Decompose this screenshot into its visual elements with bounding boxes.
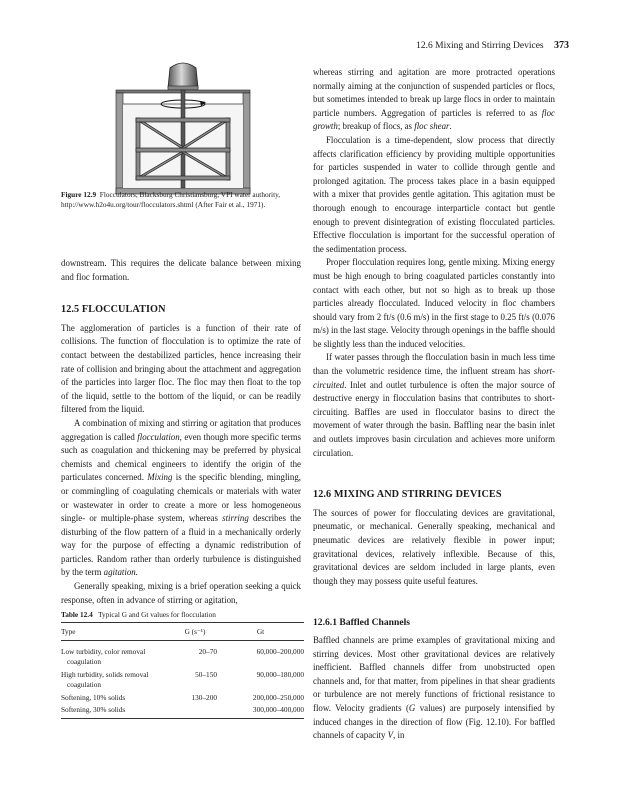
right-paragraph-5: The sources of power for flocculating devices are gravitational, pneumatic, or mechanical. Generally speaking, mechanical and pneumatic devices are relatively flexible in power input; gravitational devices, relatively inflexible. Because of this, gravitational devices are seldom included in large plants, even though they may possess quite useful features. [313, 507, 555, 586]
motor-icon [168, 63, 198, 88]
flocculator-figure [88, 60, 278, 245]
left-paragraph-2: The agglomeration of particles is a function of their rate of collisions. The function of flocculation is to optimize the rate of contact between the destabilized particles, hence increasing their rate of collision and bringing about the attachment and aggregation of the particles into larger floc. The floc may then float to the top of the liquid, settle to the bottom of the liquid, or can be readily filtered from the liquid. [61, 322, 301, 415]
figure-label: Figure 12.9 [61, 190, 97, 199]
table-title: Typical G and Gt values for flocculation [98, 610, 216, 619]
right-paragraph-4: If water passes through the flocculation basin in much less time than the volumetric residence time, the influent stream has short-circuited. Inlet and outlet turbulence is often the major source of destructive energy in flocculation basins that contributes to short-circuiting. Baffles are used in flocculator basins to direct the movement of water through the basin. Baffling near the basin inlet and outlets improves basin circulation and achieves more uniform circulation. [313, 352, 555, 458]
left-column [61, 257, 301, 607]
right-column [313, 66, 555, 743]
left-paragraph-4: Generally speaking, mixing is a brief operation seeking a quick response, often in advance of stirring or agitation, [61, 581, 301, 605]
table-header-gt: Gt [217, 623, 304, 641]
right-paragraph-2: Flocculation is a time-dependent, slow process that directly affects clarification efficiency by providing multiple opportunities for particles suspended in water to collide through gentle and prolonged agitation. The process takes place in a basin equipped with a mixer that provides gentle agitation. This agitation must be thorough enough to encourage interparticle contact but gentle enough to prevent disintegration of existing flocculated particles. Effective flocculation is important for the successful operation of the sedimentation process. [313, 134, 555, 254]
table-row: High turbidity, solids removal coagulation 50–150 90,000–180,000 [61, 669, 304, 689]
right-paragraph-3: Proper flocculation requires long, gentle mixing. Mixing energy must be high enough to bring coagulated particles constantly into contact with each other, but not so high as to break up those particles already flocculated. Induced velocity in floc chambers should vary from 2 ft/s (0.6 m/s) in the first stage to 0.25 ft/s (0.076 m/s) in the last stage. Velocity through openings in the baffle should be slightly less than the induced velocities. [313, 257, 555, 349]
running-header [312, 40, 569, 51]
table-header-type: Type [61, 623, 173, 641]
running-title: 12.6 Mixing and Stirring Devices [416, 41, 544, 51]
section-heading-12-6: 12.6 MIXING AND STIRRING DEVICES [313, 489, 502, 501]
figure-caption-text: Flocculators, Blacksburg Christiansburg, VPI water authority, http://www.h2o4u.org/tour/flocculators.shtml (After Fair et al., 1971). [61, 190, 281, 210]
table-label: Table 12.4 [61, 610, 93, 619]
left-paragraph-3: A combination of mixing and stirring or agitation that produces aggregation is called flocculation, even though more specific terms such as coagulation and thickening may be preferred by physical chemists and chemical engineers to identify the origin of the particulates concerned. Mixing is the specific blending, mingling, or commingling of coagulating chemicals or materials with water or wastewater in order to create a more or less homogeneous single- or multiple-phase system, whereas stirring describes the disturbing of the flow pattern of a fluid in a mechanically orderly way for the purpose of effecting a dynamic redistribution of particles. Random rather than orderly turbulence is distinguished by the term agitation. [61, 417, 301, 578]
g-values-table [61, 622, 304, 719]
shaft [181, 90, 185, 188]
table-header-g: G (s⁻¹) [173, 623, 217, 641]
tank-wall-right [243, 93, 250, 193]
figure-caption [61, 190, 304, 211]
page-number: 373 [554, 40, 569, 51]
subsection-heading-12-6-1: 12.6.1 Baffled Channels [313, 617, 411, 629]
table-row: Softening, 10% solids 130–200 200,000–250,000 [61, 692, 304, 702]
right-paragraph-6: Baffled channels are prime examples of gravitational mixing and stirring devices. Most other gravitational devices are relatively inefficient. Baffled channels differ from unobstructed open channels and, for that matter, from pipelines in that shear gradients or turbulence are not merely functions of frictional resistance to flow. Velocity gradients (G values) are purposely intensified by induced changes in the direction of flow (Fig. 12.10). For baffled channels of capacity V, in [313, 634, 555, 741]
table-caption [61, 610, 304, 619]
left-paragraph-1: downstream. This requires the delicate balance between mixing and floc formation. [61, 258, 301, 282]
right-paragraph-1: whereas stirring and agitation are more protracted operations normally aiming at the conjunction of suspended particles or flocs, but sometimes intended to break up large flocs in order to maintain particle numbers. Aggregation of particles is referred to as floc growth; breakup of flocs, as floc shear. [313, 67, 555, 132]
table-row: Softening, 30% solids 300,000–400,000 [61, 704, 304, 719]
section-heading-12-5: 12.5 FLOCCULATION [61, 304, 166, 316]
table-row: Low turbidity, color removal coagulation 20–70 60,000–200,000 [61, 647, 304, 666]
tank-wall-left [116, 93, 123, 193]
